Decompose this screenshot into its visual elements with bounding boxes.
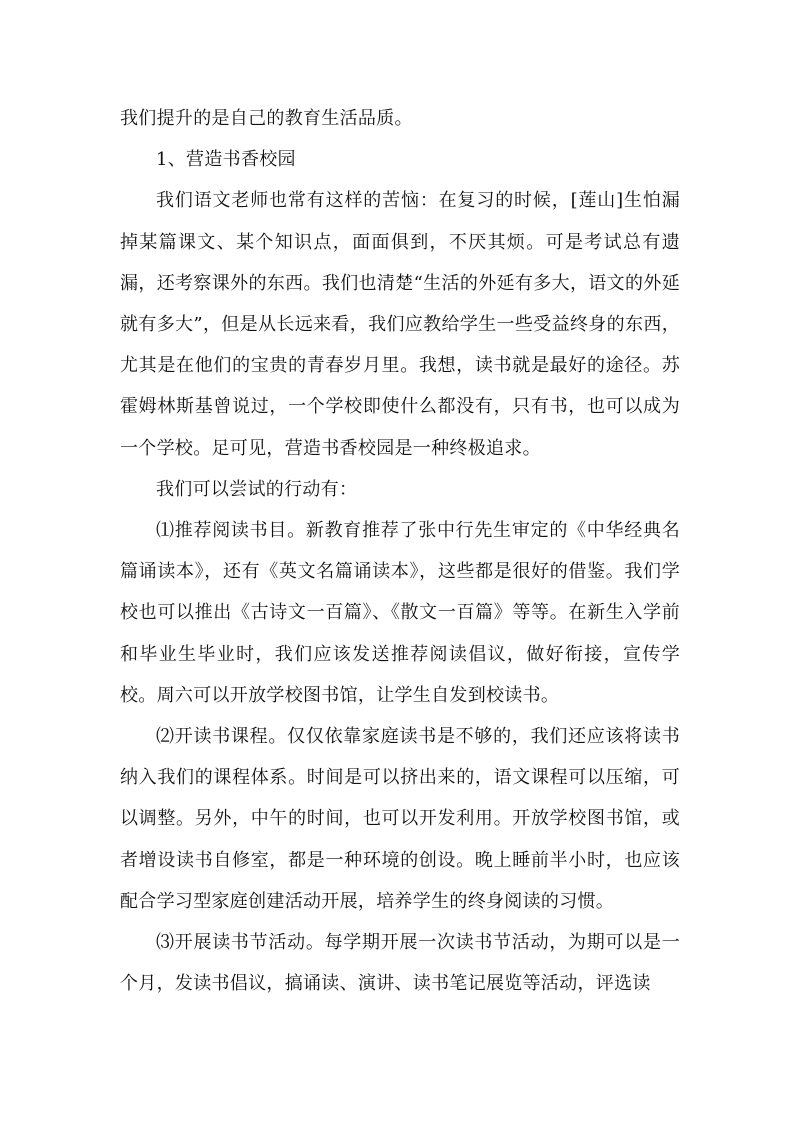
paragraph-intro: 我们提升的是自己的教育生活品质。 (120, 108, 413, 129)
paragraph-body: 我们语文老师也常有这样的苦恼：在复习的时候，[莲山]生怕漏掉某篇课文、某个知识点，面面俱到，不厌其烦。可是考试总有遗漏，还考察课外的东西。我们也清楚“生活的外延有多大，语文的外延就有多大”，但是从长远来看，我们应教给学生一些受益终身的东西，尤其是在他们的宝贵的青春岁月里。我想，读书就是最好的途径。苏霍姆林斯基曾说过，一个学校即使什么都没有，只有书，也可以成为一个学校。足可见，营造书香校园是一种终极追求。 (120, 190, 680, 459)
section-heading: 1、营造书香校园 (156, 149, 296, 171)
list-item-reading-list: ⑴推荐阅读书目。新教育推荐了张中行先生审定的《中华经典名篇诵读本》，还有《英文名篇诵读本》，这些都是很好的借鉴。我们学校也可以推出《古诗文一百篇》、《散文一百篇》等等。在新生入学前和毕业生毕业时，我们应该发送推荐阅读倡议，做好衔接，宣传学校。周六可以开放学校图书馆，让学生自发到校读书。 (120, 520, 680, 706)
list-item-reading-festival: ⑶开展读书节活动。每学期开展一次读书节活动，为期可以是一个月，发读书倡议，搞诵读、演讲、读书笔记展览等活动，评选读 (120, 932, 680, 995)
list-item-reading-course: ⑵开读书课程。仅仅依靠家庭读书是不够的，我们还应该将读书纳入我们的课程体系。时间是可以挤出来的，语文课程可以压缩，可以调整。另外，中午的时间，也可以开发利用。开放学校图书馆，或者增设读书自修室，都是一种环境的创设。晚上睡前半小时，也应该配合学习型家庭创建活动开展，培养学生的终身阅读的习惯。 (120, 726, 680, 912)
document-body (120, 98, 680, 1004)
paragraph-actions-intro: 我们可以尝试的行动有： (156, 478, 358, 500)
